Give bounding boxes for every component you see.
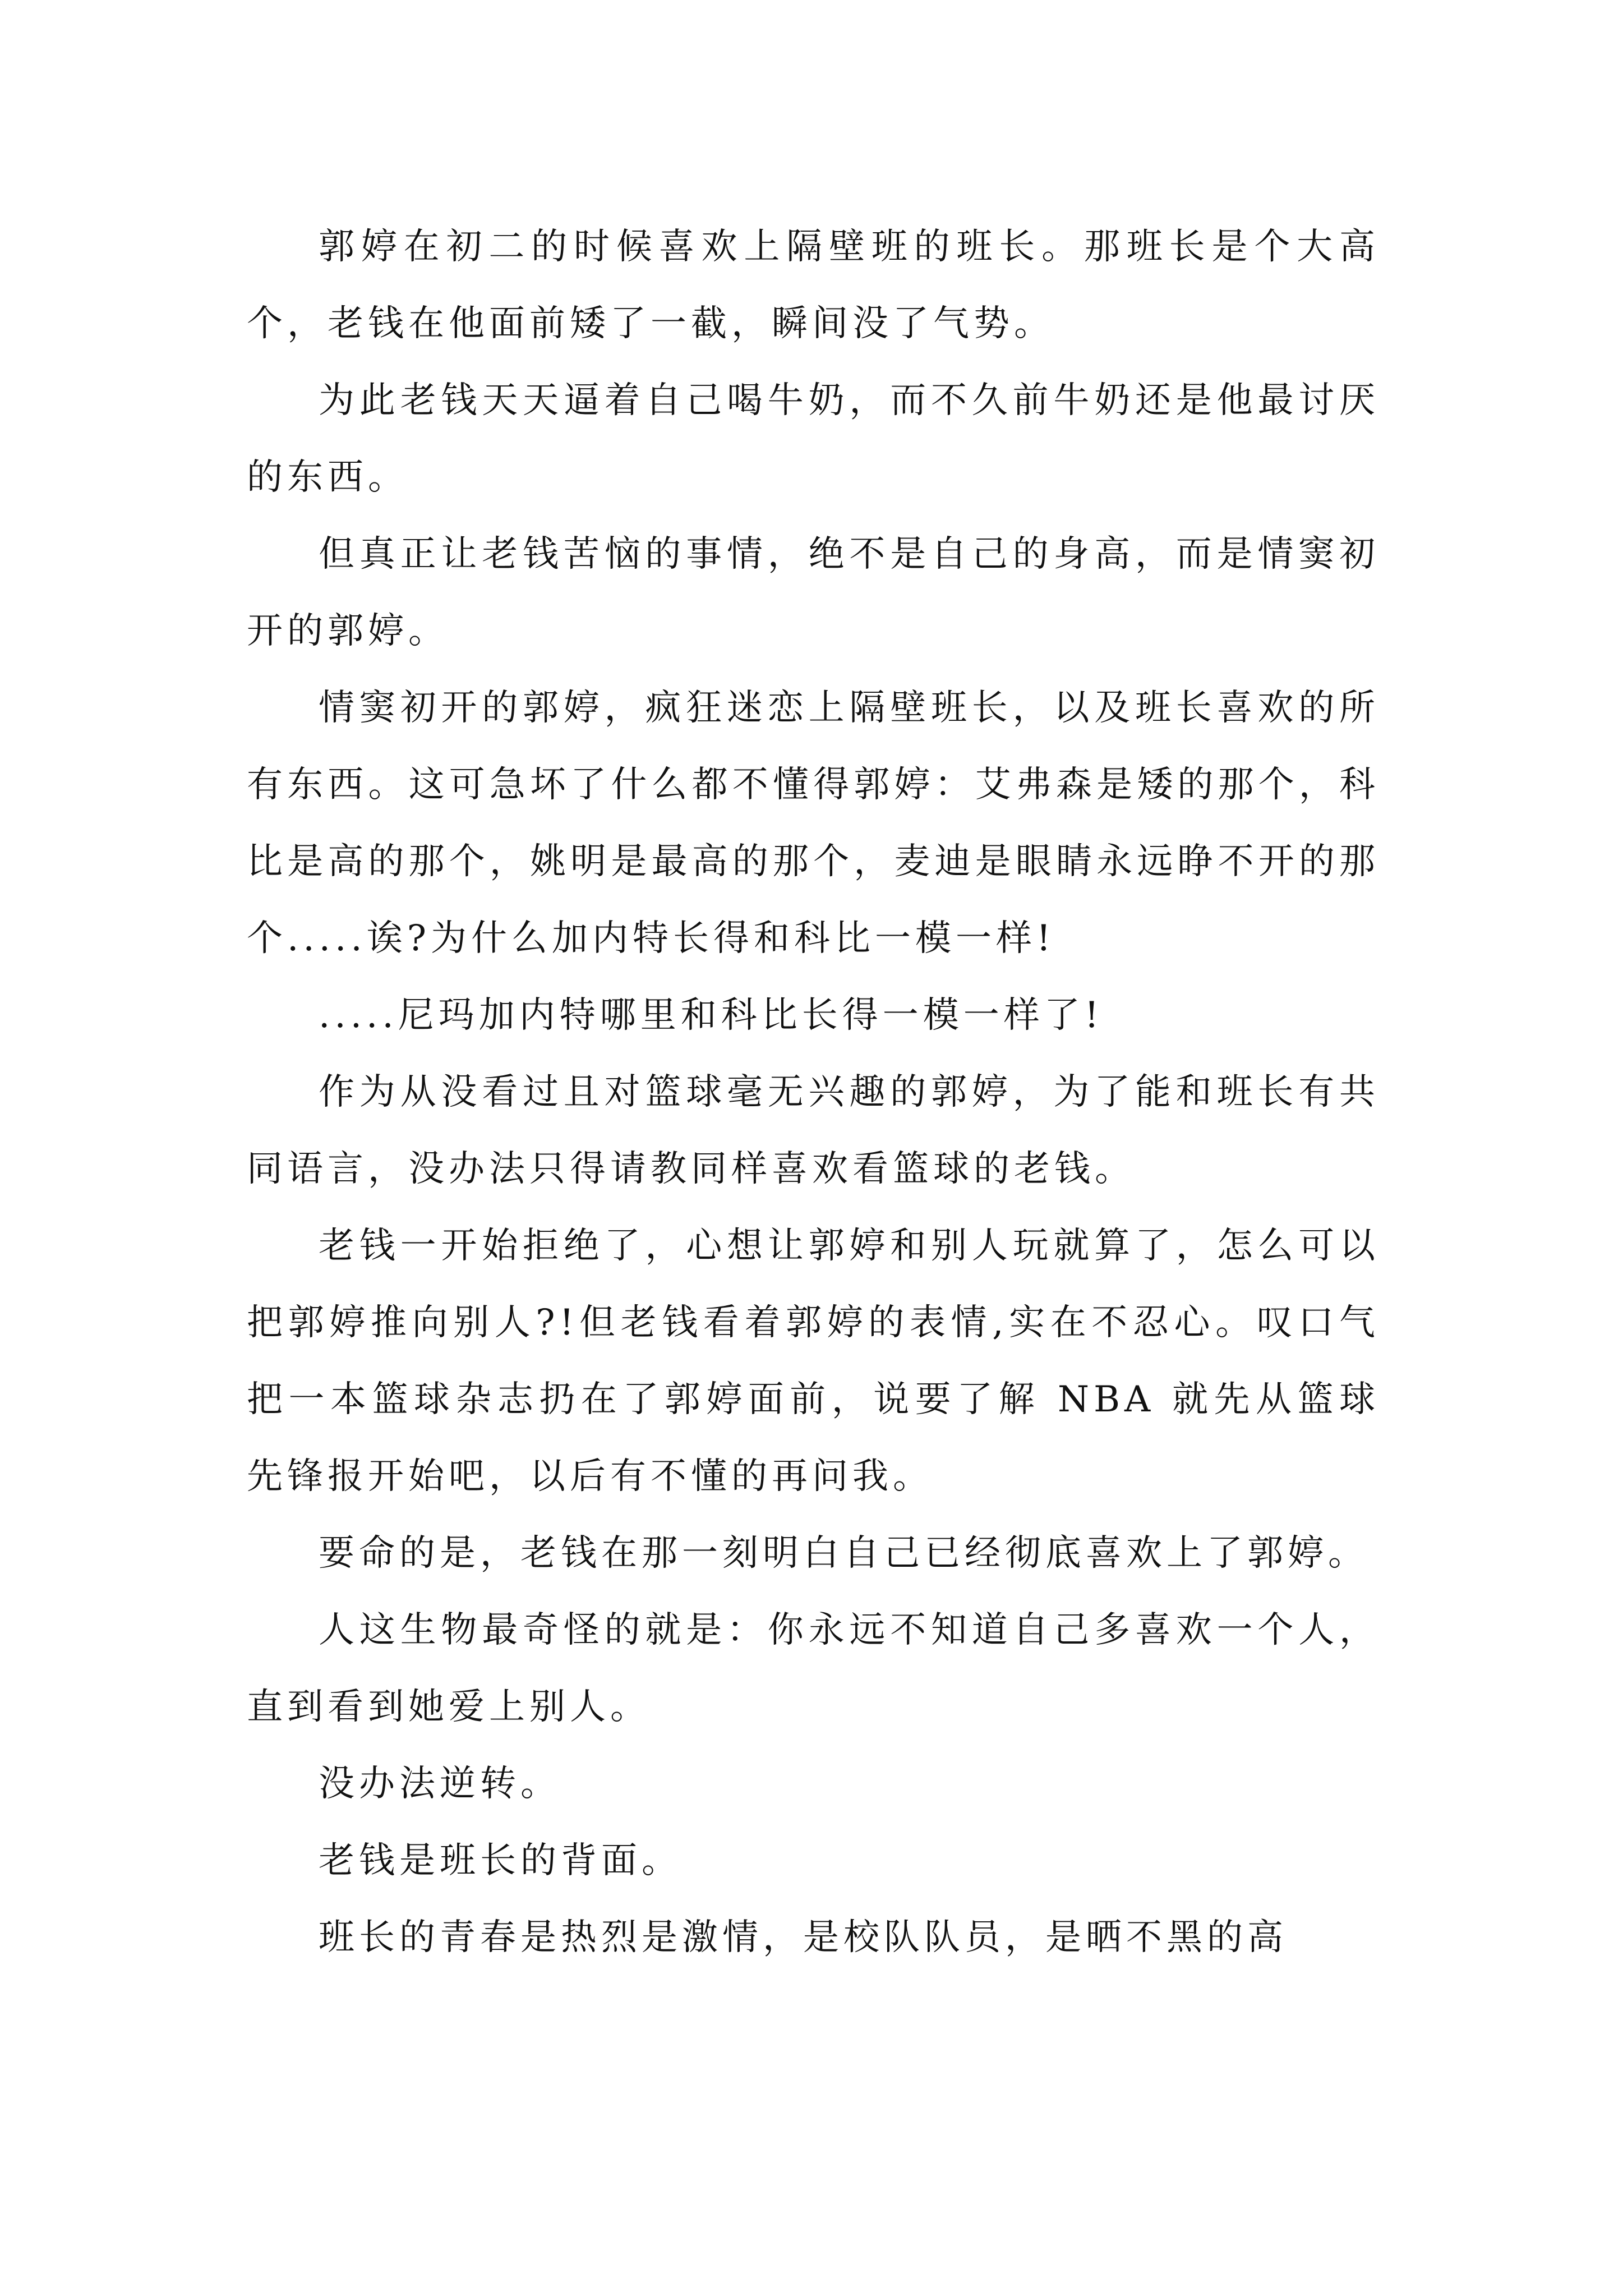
paragraph: 人这生物最奇怪的就是：你永远不知道自己多喜欢一个人，直到看到她爱上别人。 <box>247 1609 1380 1728</box>
paragraph: 但真正让老钱苦恼的事情，绝不是自己的身高，而是情窦初开的郭婷。 <box>247 533 1380 652</box>
paragraph: 为此老钱天天逼着自己喝牛奶，而不久前牛奶还是他最讨厌的东西。 <box>247 380 1380 498</box>
paragraph: 郭婷在初二的时候喜欢上隔壁班的班长。那班长是个大高个，老钱在他面前矮了一截，瞬间没了气势。 <box>247 226 1380 344</box>
paragraph: .....尼玛加内特哪里和科比长得一模一样了! <box>319 995 1104 1036</box>
paragraph: 要命的是，老钱在那一刻明白自己已经彻底喜欢上了郭婷。 <box>319 1533 1368 1574</box>
paragraph: 老钱一开始拒绝了，心想让郭婷和别人玩就算了，怎么可以把郭婷推向别人?!但老钱看着郭婷的表情,实在不忍心。叹口气把一本篮球杂志扔在了郭婷面前，说要了解 NBA 就先从篮球先锋报开始吧，以后有不懂的再问我。 <box>247 1225 1380 1497</box>
paragraph: 作为从没看过且对篮球毫无兴趣的郭婷，为了能和班长有共同语言，没办法只得请教同样喜欢看篮球的老钱。 <box>247 1071 1380 1190</box>
paragraph: 没办法逆转。 <box>319 1763 561 1805</box>
paragraph: 班长的青春是热烈是激情，是校队队员，是晒不黑的高 <box>319 1917 1288 1958</box>
paragraph: 情窦初开的郭婷，疯狂迷恋上隔壁班长，以及班长喜欢的所有东西。这可急坏了什么都不懂得郭婷：艾弗森是矮的那个，科比是高的那个，姚明是最高的那个，麦迪是眼睛永远睁不开的那个.....诶?为什么加内特长得和科比一模一样! <box>247 687 1380 959</box>
paragraph: 老钱是班长的背面。 <box>319 1840 682 1881</box>
document-body <box>247 209 1380 1976</box>
